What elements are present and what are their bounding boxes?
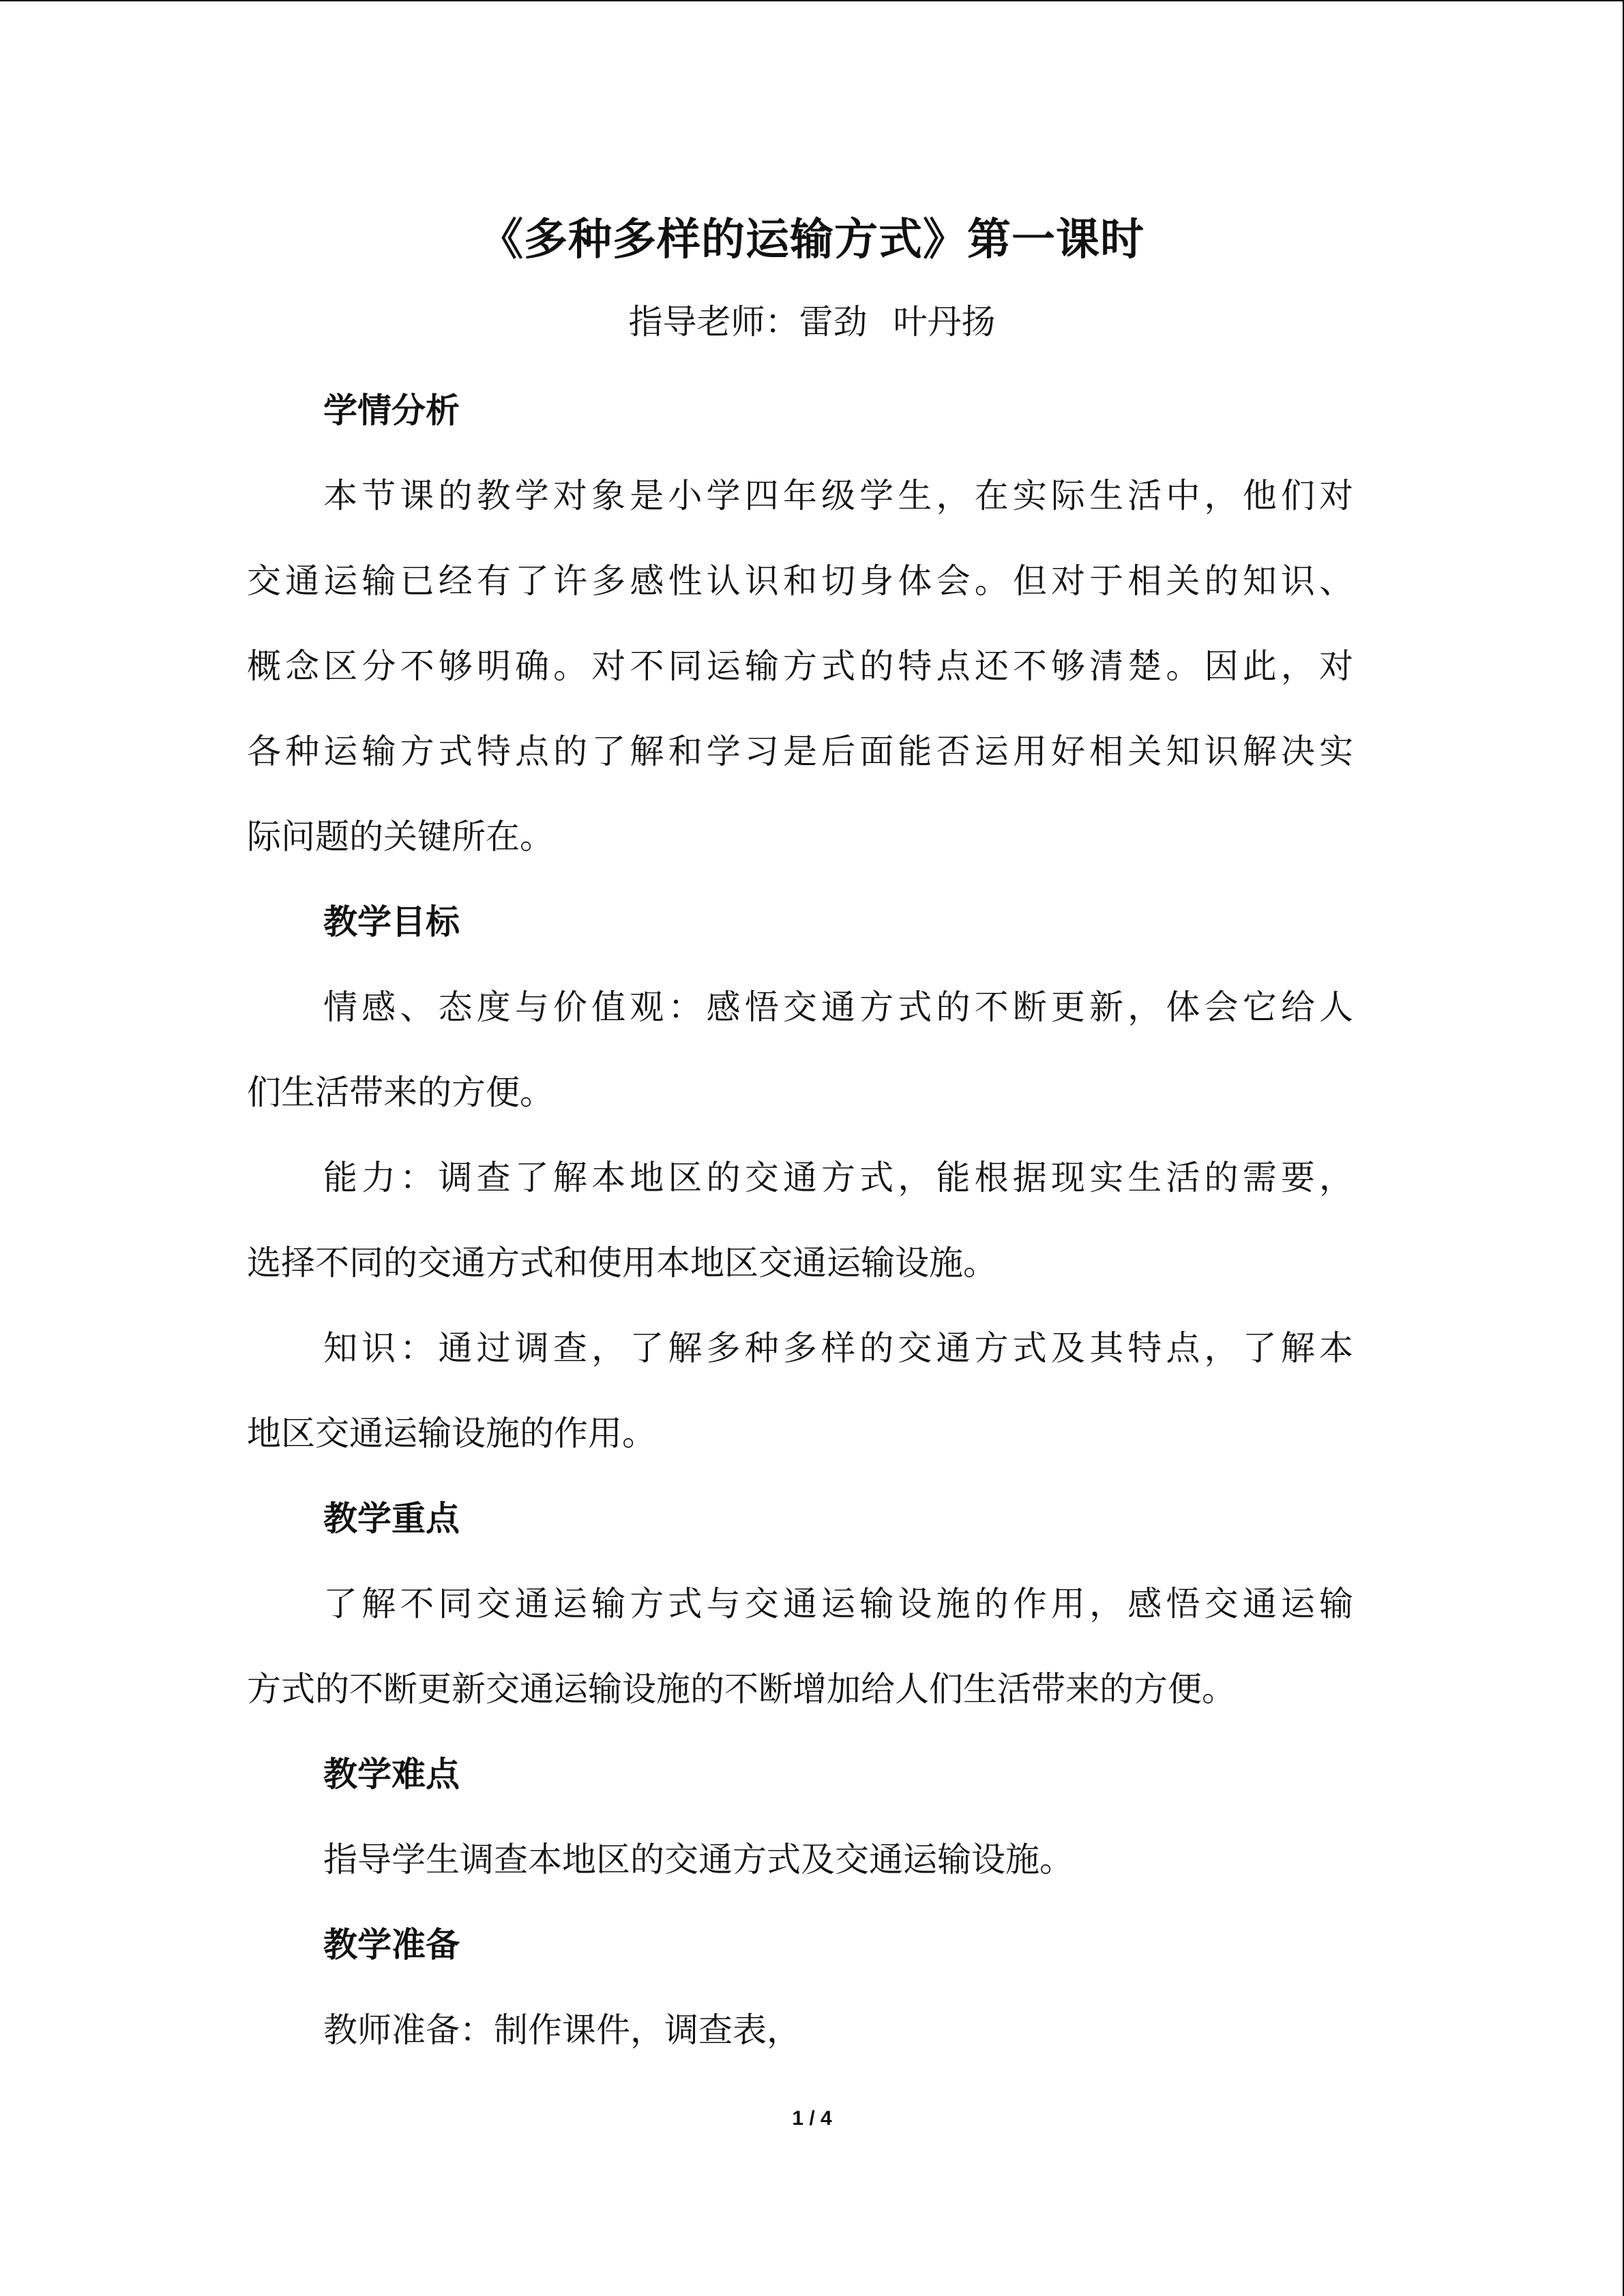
document-subtitle xyxy=(0,298,1624,346)
instructor-second: 叶丹扬 xyxy=(893,302,996,342)
paragraph-line: 教师准备：制作课件，调查表， xyxy=(323,2010,801,2050)
paragraph-line: 地区交通运输设施的作用。 xyxy=(247,1414,656,1453)
paragraph-line: 交通运输已经有了许多感性认识和切身体会。但对于相关的知识、 xyxy=(247,561,1353,601)
section-heading-preparation: 教学准备 xyxy=(323,1924,460,1965)
paragraph-line: 知识：通过调查，了解多种多样的交通方式及其特点，了解本 xyxy=(323,1328,1353,1368)
section-heading-goals: 教学目标 xyxy=(323,901,460,942)
paragraph-line: 了解不同交通运输方式与交通运输设施的作用，感悟交通运输 xyxy=(323,1584,1353,1624)
paragraph-line: 各种运输方式特点的了解和学习是后面能否运用好相关知识解决实 xyxy=(247,732,1353,771)
paragraph-line: 情感、态度与价值观：感悟交通方式的不断更新，体会它给人 xyxy=(323,987,1353,1027)
paragraph-line: 方式的不断更新交通运输设施的不断增加给人们生活带来的方便。 xyxy=(247,1669,1236,1709)
section-heading-analysis: 学情分析 xyxy=(323,390,460,430)
section-heading-key-points: 教学重点 xyxy=(323,1498,460,1538)
paragraph-line: 指导学生调查本地区的交通方式及交通运输设施。 xyxy=(323,1840,1074,1879)
instructor-label: 指导老师：雷劲 xyxy=(628,302,868,342)
document-title: 《多种多样的运输方式》第一课时 xyxy=(479,214,1145,265)
paragraph-line: 能力：调查了解本地区的交通方式，能根据现实生活的需要， xyxy=(323,1158,1353,1197)
paragraph-line: 际问题的关键所在。 xyxy=(247,817,554,856)
paragraph-line: 概念区分不够明确。对不同运输方式的特点还不够清楚。因此，对 xyxy=(247,646,1353,686)
paragraph-line: 们生活带来的方便。 xyxy=(247,1073,554,1112)
page-indicator: 1 / 4 xyxy=(792,2107,832,2130)
paragraph-line: 本节课的教学对象是小学四年级学生，在实际生活中，他们对 xyxy=(323,476,1353,516)
paragraph-line: 选择不同的交通方式和使用本地区交通运输设施。 xyxy=(247,1243,997,1283)
section-heading-difficulties: 教学难点 xyxy=(323,1754,460,1794)
